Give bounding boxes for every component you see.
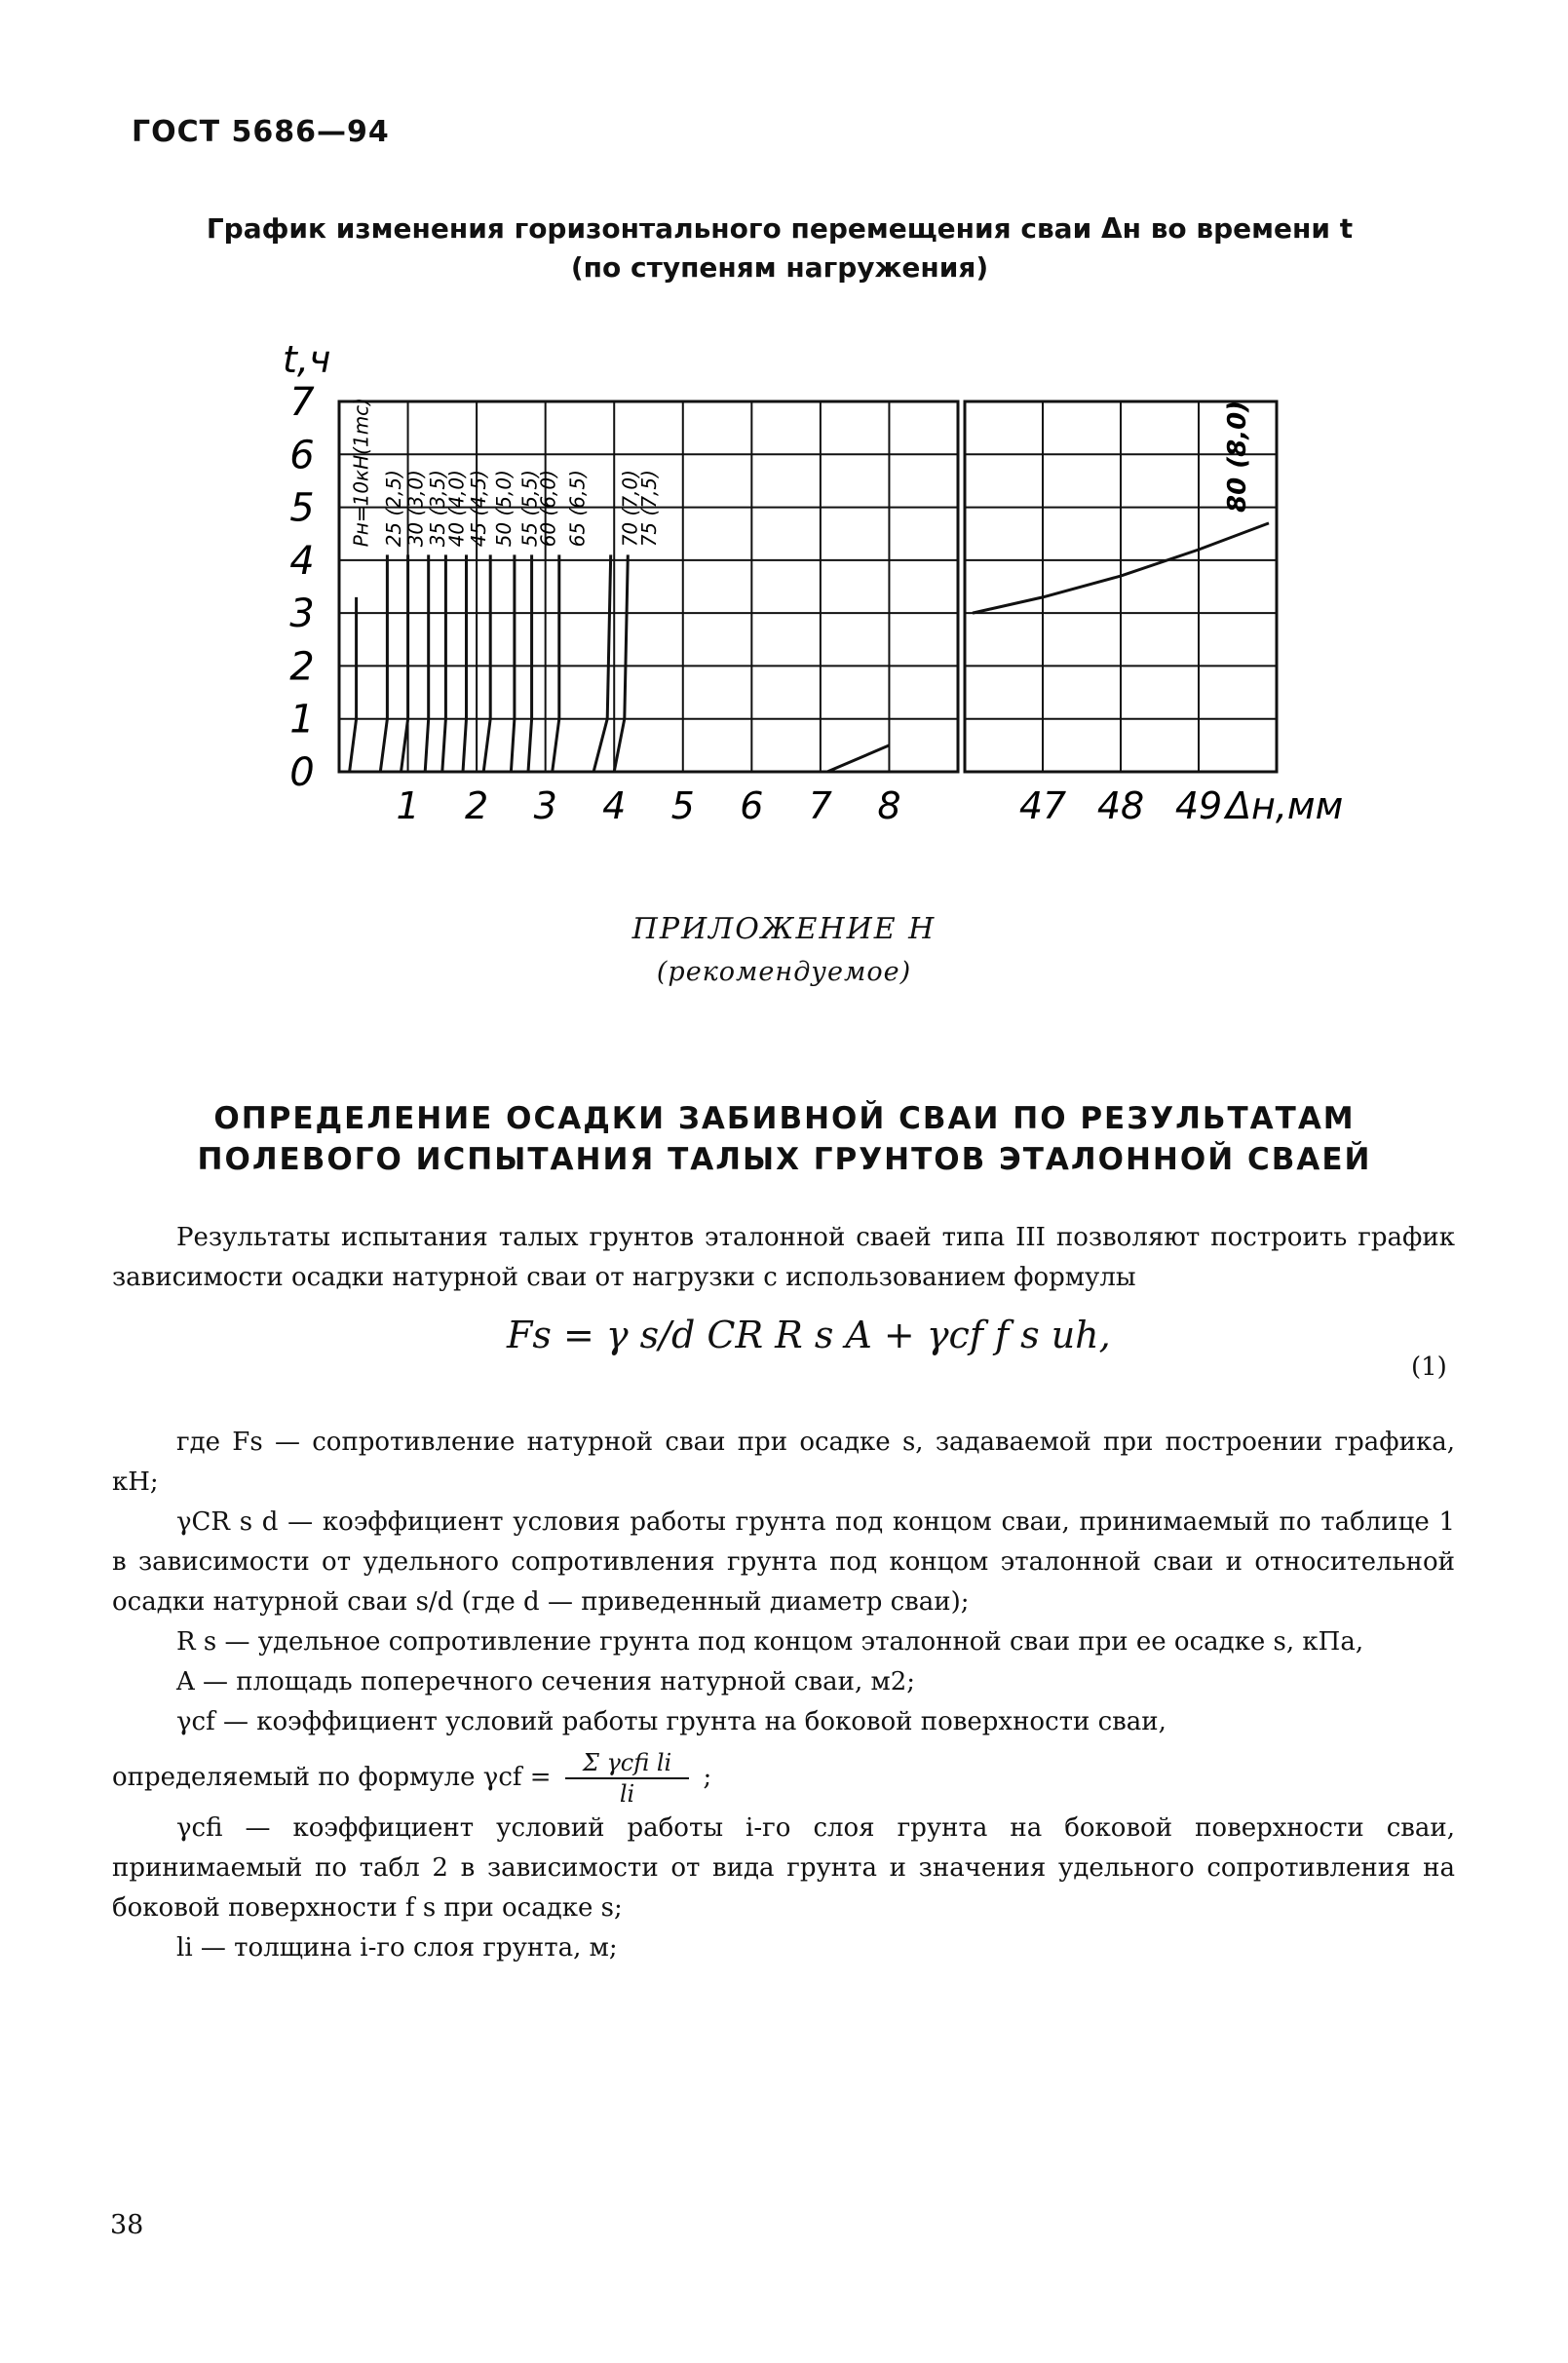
def-cf-lead: определяемый по формуле γcf = bbox=[112, 1763, 552, 1792]
graph-title: График изменения горизонтального перемещения сваи Δн во времени t bbox=[206, 212, 1354, 245]
load-step-label: 35 (3,5) bbox=[426, 470, 450, 548]
series-line-5-0 bbox=[463, 554, 467, 772]
series-line-11-0 bbox=[614, 554, 628, 772]
x-tick-label: 7 bbox=[808, 784, 832, 827]
def-li: li — толщина i-го слоя грунта, м; bbox=[176, 1933, 618, 1963]
cf-denominator: li bbox=[619, 1780, 635, 1808]
def-fs: где Fs — сопротивление натурной сваи при осадке s, задаваемой при построении графика, кН; bbox=[112, 1428, 1455, 1497]
load-step-label: 70 (7,0) bbox=[618, 470, 642, 548]
series-line-10-0 bbox=[593, 554, 611, 772]
load-step-label: 50 (5,0) bbox=[492, 470, 516, 548]
section-title-line2: ПОЛЕВОГО ИСПЫТАНИЯ ТАЛЫХ ГРУНТОВ ЭТАЛОННОЙ СВАЕЙ bbox=[197, 1142, 1372, 1177]
def-rs: R s — удельное сопротивление грунта под концом эталонной сваи при ее осадке s, кПа, bbox=[176, 1627, 1364, 1657]
formula-number: (1) bbox=[1411, 1353, 1447, 1382]
y-tick-label: 2 bbox=[289, 644, 315, 690]
cf-fraction bbox=[565, 1748, 689, 1809]
load-step-label: 65 (6,5) bbox=[565, 470, 590, 548]
series-line-9-0 bbox=[553, 554, 559, 772]
section-title-line1: ОПРЕДЕЛЕНИЕ ОСАДКИ ЗАБИВНОЙ СВАИ ПО РЕЗУЛЬТАТАМ bbox=[213, 1101, 1356, 1136]
def-gamma-cf: γcf — коэффициент условий работы грунта на боковой поверхности сваи, bbox=[176, 1707, 1166, 1736]
right-load-label: 80 (8,0) bbox=[1223, 400, 1252, 513]
series-line-7-0 bbox=[511, 554, 515, 772]
x-tick-label: 3 bbox=[533, 784, 557, 827]
x-tick-label: 5 bbox=[670, 784, 695, 827]
y-tick-label: 0 bbox=[289, 750, 315, 795]
x-tick-label: 47 bbox=[1018, 784, 1067, 827]
graph-subtitle: (по ступеням нагружения) bbox=[570, 251, 989, 284]
series-line-8-0 bbox=[528, 554, 532, 772]
def-area: A — площадь поперечного сечения натурной сваи, м2; bbox=[176, 1667, 916, 1696]
intro-paragraph: Результаты испытания талых грунтов эталонной сваей типа III позволяют построить график зависимости осадки натурной сваи от нагрузки с использованием формулы bbox=[112, 1223, 1455, 1292]
x-tick-label: 4 bbox=[602, 784, 627, 827]
left-panel-frame bbox=[339, 401, 958, 772]
appendix-title: ПРИЛОЖЕНИЕ Н bbox=[631, 912, 937, 946]
document-header: ГОСТ 5686—94 bbox=[132, 115, 390, 149]
series-line-1-0 bbox=[380, 554, 387, 772]
load-step-label: 45 (4,5) bbox=[467, 470, 491, 548]
load-step-label: 30 (3,0) bbox=[403, 470, 428, 548]
load-step-label: 75 (7,5) bbox=[636, 470, 661, 548]
def-gamma-cr: γCR s d — коэффициент условия работы грунта под концом сваи, принимаемый по таблице 1 в зависимости от удельного сопротивления грунта под концом эталонной сваи и относительной осадки натурной сваи s/d (где d — приведенный диаметр сваи); bbox=[112, 1507, 1455, 1617]
x-tick-label: 48 bbox=[1096, 784, 1145, 827]
displacement-time-chart bbox=[273, 338, 1344, 848]
y-tick-label: 7 bbox=[289, 380, 315, 425]
load-step-label: 60 (6,0) bbox=[536, 470, 560, 548]
y-tick-label: 6 bbox=[289, 433, 315, 478]
series-line-6-0 bbox=[483, 554, 490, 772]
y-tick-label: 1 bbox=[289, 697, 315, 743]
load-step-label: 55 (5,5) bbox=[517, 470, 542, 548]
series-line-4-0 bbox=[442, 554, 446, 772]
series-line-0-0 bbox=[350, 597, 357, 772]
x-tick-label: 8 bbox=[877, 784, 901, 827]
chart-labels bbox=[283, 338, 1343, 827]
def-gamma-cfi: γcfi — коэффициент условий работы i-го слоя грунта на боковой поверхности сваи, принимаемый по табл 2 в зависимости от вида грунта и значения удельного сопротивления на боковой поверхности f s при осадке s; bbox=[112, 1813, 1455, 1923]
formula-fs: Fs = γ s/d CR R s A + γcf f s uh, bbox=[507, 1314, 1111, 1356]
cf-numerator: Σ γcfi li bbox=[565, 1748, 689, 1779]
y-tick-label: 3 bbox=[289, 591, 315, 637]
load-step-label: 25 (2,5) bbox=[381, 470, 405, 548]
y-axis-label: t,ч bbox=[283, 338, 331, 381]
definitions-block bbox=[112, 1423, 1455, 1968]
series-line-2-0 bbox=[402, 554, 408, 772]
y-tick-label: 5 bbox=[289, 485, 315, 531]
def-cf-tail: ; bbox=[703, 1763, 712, 1792]
x-tick-label: 1 bbox=[396, 784, 420, 827]
page-number: 38 bbox=[110, 2210, 144, 2240]
x-tick-label: 2 bbox=[465, 784, 489, 827]
x-axis-label: Δн,мм bbox=[1226, 784, 1344, 827]
chart-grid bbox=[339, 401, 1277, 772]
x-tick-label: 49 bbox=[1174, 784, 1223, 827]
load-step-label: Pн=10кН(1mс) bbox=[349, 398, 373, 548]
def-gamma-cf-formula bbox=[112, 1748, 1455, 1809]
y-tick-label: 4 bbox=[289, 538, 315, 584]
x-tick-label: 6 bbox=[740, 784, 764, 827]
load-step-label: 40 (4,0) bbox=[444, 470, 469, 548]
series-line-3-0 bbox=[425, 554, 429, 772]
appendix-subtitle: (рекомендуемое) bbox=[656, 957, 912, 987]
series-line-12-0 bbox=[827, 745, 890, 772]
